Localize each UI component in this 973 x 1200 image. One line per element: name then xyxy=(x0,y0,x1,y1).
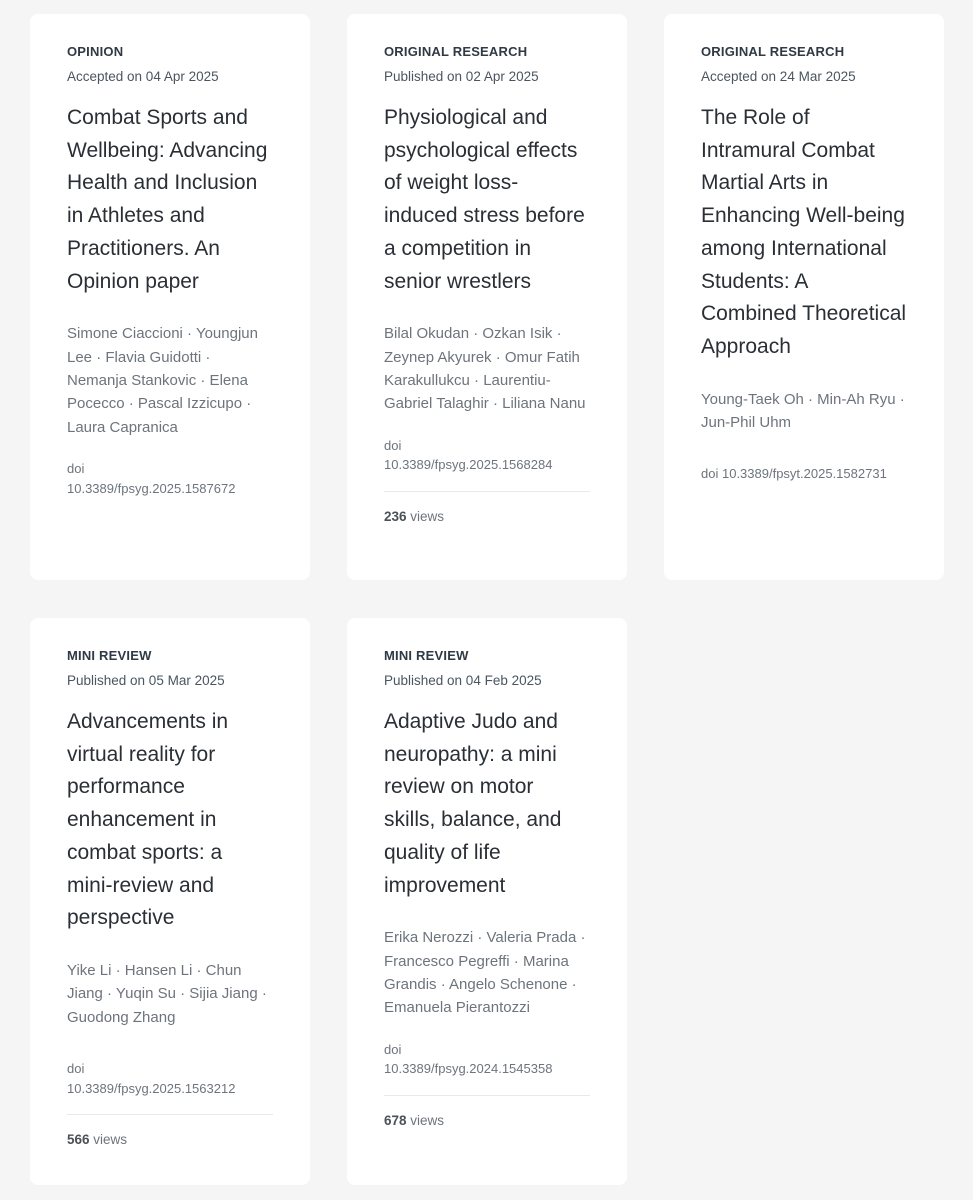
card-divider xyxy=(67,1114,273,1115)
doi-label: doi xyxy=(384,1041,402,1057)
article-type: MINI REVIEW xyxy=(67,648,152,663)
article-views xyxy=(384,508,590,526)
article-date: Published on 02 Apr 2025 xyxy=(384,69,539,84)
doi-value[interactable]: 10.3389/fpsyt.2025.1582731 xyxy=(721,466,887,482)
doi-value[interactable]: 10.3389/fpsyg.2025.1568284 xyxy=(384,457,553,473)
views-count: 236 xyxy=(384,508,407,524)
article-authors: Simone Ciaccioni · Youngjun Lee · Flavia Guidotti · Nemanja Stankovic · Elena Pocecco · Pascal Izzicupo · Laura Capranica xyxy=(67,325,258,436)
doi-label: doi xyxy=(67,1061,85,1077)
article-type: MINI REVIEW xyxy=(384,648,469,663)
article-date: Accepted on 04 Apr 2025 xyxy=(67,69,219,84)
article-type: OPINION xyxy=(67,44,124,59)
doi-value[interactable]: 10.3389/fpsyg.2024.1545358 xyxy=(384,1061,553,1077)
article-authors: Young-Taek Oh · Min-Ah Ryu · Jun-Phil Uhm xyxy=(701,390,905,432)
article-title[interactable]: Physiological and psychological effects of weight loss-induced stress before a competition in senior wrestlers xyxy=(384,106,585,293)
views-count: 678 xyxy=(384,1112,407,1128)
article-date: Accepted on 24 Mar 2025 xyxy=(701,69,856,84)
article-title[interactable]: Combat Sports and Wellbeing: Advancing Health and Inclusion in Athletes and Practitioners. An Opinion paper xyxy=(67,106,268,293)
article-doi xyxy=(67,1059,273,1098)
article-card[interactable] xyxy=(664,14,944,580)
article-type: ORIGINAL RESEARCH xyxy=(384,44,528,59)
views-label: views xyxy=(410,508,445,524)
article-views xyxy=(67,1131,273,1149)
article-authors: Yike Li · Hansen Li · Chun Jiang · Yuqin Su · Sijia Jiang · Guodong Zhang xyxy=(67,961,267,1026)
doi-label: doi xyxy=(384,437,402,453)
doi-label: doi xyxy=(701,466,719,482)
doi-value[interactable]: 10.3389/fpsyg.2025.1587672 xyxy=(67,480,236,496)
views-label: views xyxy=(410,1112,445,1128)
article-doi xyxy=(701,464,907,484)
article-doi xyxy=(384,1040,590,1079)
article-title[interactable]: Advancements in virtual reality for performance enhancement in combat sports: a mini-review and perspective xyxy=(67,710,229,930)
article-card[interactable] xyxy=(347,618,627,1185)
article-views xyxy=(384,1112,590,1130)
card-divider xyxy=(384,1095,590,1096)
article-title[interactable]: Adaptive Judo and neuropathy: a mini review on motor skills, balance, and quality of life improvement xyxy=(384,710,562,897)
article-doi xyxy=(384,436,590,475)
article-card[interactable] xyxy=(347,14,627,580)
article-type: ORIGINAL RESEARCH xyxy=(701,44,845,59)
card-divider xyxy=(384,491,590,492)
article-authors: Erika Nerozzi · Valeria Prada · Francesco Pegreffi · Marina Grandis · Angelo Schenone · Emanuela Pierantozzi xyxy=(384,929,586,1017)
views-count: 566 xyxy=(67,1132,90,1148)
article-doi xyxy=(67,459,273,498)
views-label: views xyxy=(93,1132,128,1148)
doi-label: doi xyxy=(67,461,85,477)
article-card[interactable] xyxy=(30,14,310,580)
article-date: Published on 05 Mar 2025 xyxy=(67,673,225,688)
doi-value[interactable]: 10.3389/fpsyg.2025.1563212 xyxy=(67,1080,236,1096)
article-card[interactable] xyxy=(30,618,310,1185)
article-title[interactable]: The Role of Intramural Combat Martial Arts in Enhancing Well-being among International Students: A Combined Theoretical Approach xyxy=(701,106,907,358)
article-date: Published on 04 Feb 2025 xyxy=(384,673,542,688)
article-authors: Bilal Okudan · Ozkan Isik · Zeynep Akyurek · Omur Fatih Karakullukcu · Laurentiu-Gabriel Talaghir · Liliana Nanu xyxy=(384,325,586,413)
